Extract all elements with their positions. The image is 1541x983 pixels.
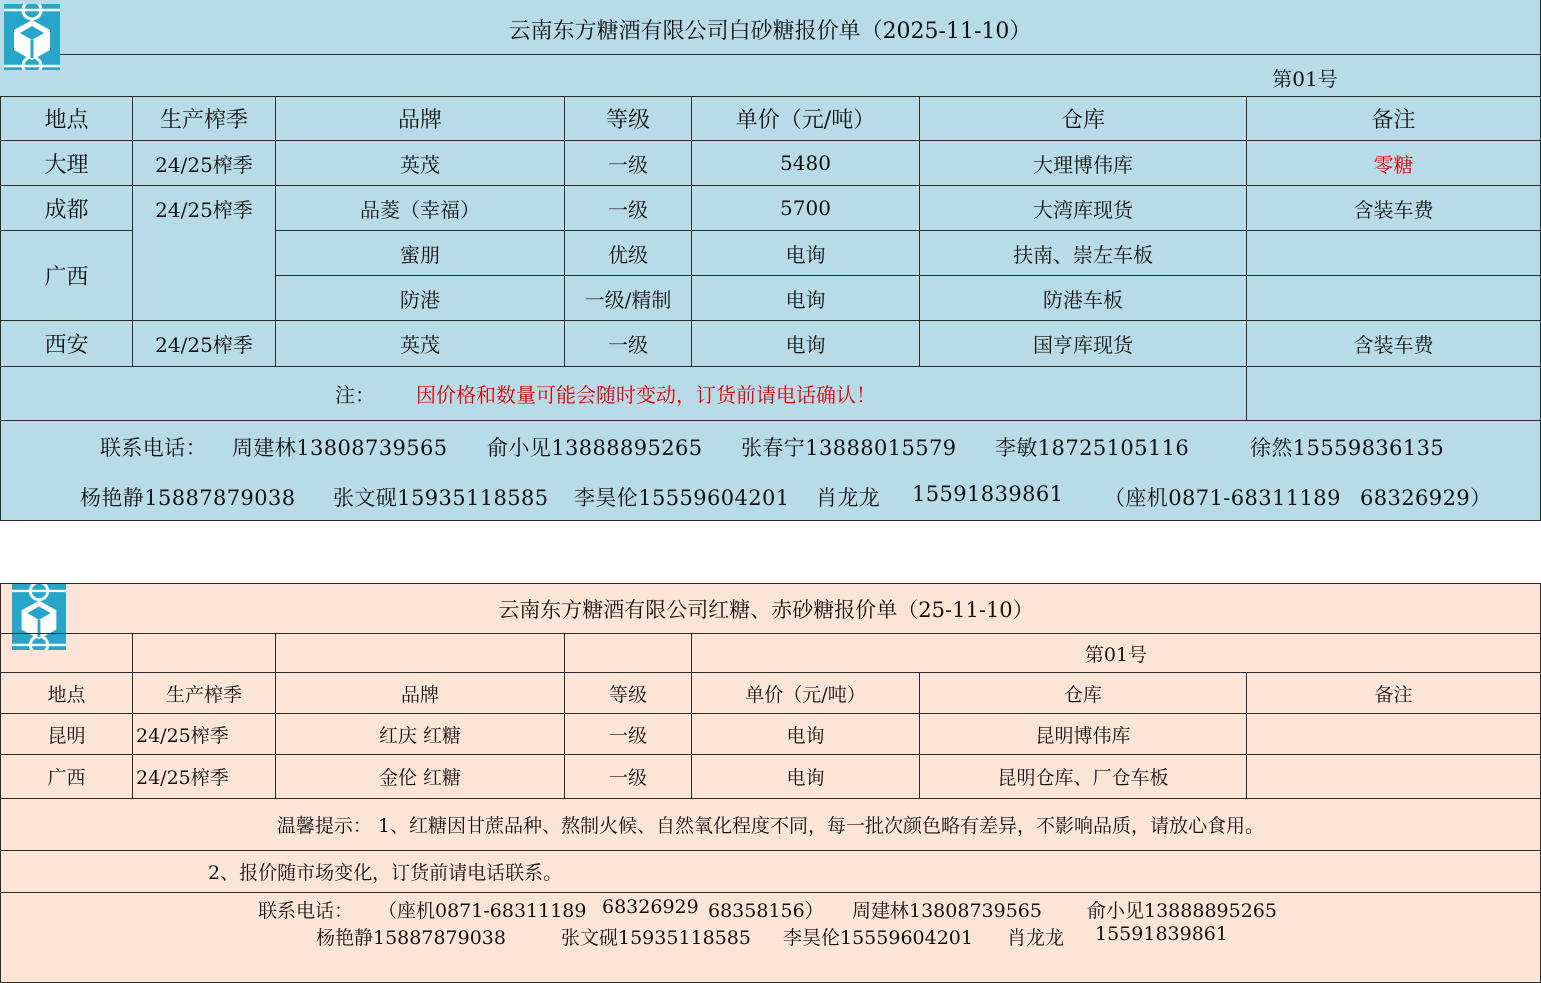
contact-phone: 张春宁13888015579: [741, 436, 957, 460]
table-row-warehouse: 大理博伟库: [1033, 152, 1133, 177]
tip-price-change: 2、报价随市场变化，订货前请电话联系。: [208, 862, 563, 884]
contact-phone: 周建林13808739565: [852, 900, 1042, 922]
sheet2-header-location: 地点: [47, 683, 86, 706]
landline-phone: （座机0871-68311189: [1104, 486, 1341, 510]
sheet1-doc-number: 第01号: [1272, 66, 1338, 91]
table-row-grade: 优级: [608, 242, 648, 267]
contact-phone: 俞小见13888895265: [487, 436, 703, 460]
table-row-season: 24/25榨季: [155, 197, 253, 222]
table-row-brand: 英茂: [400, 333, 440, 357]
tip-color-variation: 温馨提示： 1、红糖因甘蔗品种、熬制火候、自然氧化程度不同，每一批次颜色略有差异，不影响品质，请放心食用。: [276, 815, 1265, 837]
contact-line-1: [0, 896, 1541, 922]
table-row-brand: 品菱（幸福）: [360, 197, 480, 222]
sheet1-header-location: 地点: [44, 108, 89, 133]
table-row-season: 24/25榨季: [155, 333, 253, 357]
table-row-warehouse: 扶南、崇左车板: [1013, 242, 1153, 267]
table-row-price: 电询: [786, 724, 825, 747]
landline-phone: 68326929: [602, 896, 699, 918]
sheet1-title: 云南东方糖酒有限公司白砂糖报价单（2025-11-10）: [508, 18, 1032, 44]
contact-phone: 张文砚15935118585: [561, 927, 751, 949]
sheet2-header-price: 单价（元/吨）: [745, 683, 866, 706]
table-row-brand: 蜜朋: [400, 242, 440, 267]
company-logo-icon: [12, 584, 66, 650]
contact-line-2: [0, 482, 1541, 512]
table-row-location: 广西: [47, 767, 86, 789]
contact-name: 肖龙龙: [1007, 927, 1065, 949]
table-row-brand: 英茂: [400, 152, 440, 177]
contact-phone: 杨艳静15887879038: [80, 486, 296, 510]
table-row-season: 24/25榨季: [155, 152, 253, 177]
table-row-warehouse: 昆明博伟库: [1035, 724, 1131, 747]
contact-phone: 周建林13808739565: [232, 436, 448, 460]
sheet2-header-brand: 品牌: [400, 683, 439, 706]
table-row-warehouse: 国亨库现货: [1033, 333, 1133, 357]
contact-phone: 杨艳静15887879038: [316, 927, 506, 949]
table-row-price: 电询: [785, 242, 826, 267]
table-row-season: 24/25榨季: [136, 767, 229, 789]
table-row-location: 成都: [44, 197, 89, 223]
contact-phone: 张文砚15935118585: [333, 486, 549, 510]
table-row-season: 24/25榨季: [136, 724, 229, 747]
table-row-brand: 红庆 红糖: [378, 724, 462, 747]
table-row-location: 大理: [44, 152, 89, 178]
table-row-price: 电询: [785, 333, 826, 357]
contact-phone: 李昊伦15559604201: [574, 486, 790, 510]
contact-phone: 李敏18725105116: [995, 436, 1190, 460]
table-row-grade: 一级: [608, 767, 647, 789]
contact-line-2: [0, 923, 1541, 949]
sheet2-header-grade: 等级: [608, 683, 647, 706]
price-change-warning: 因价格和数量可能会随时变动，订货前请电话确认！: [416, 383, 876, 407]
table-row-location: 昆明: [47, 724, 86, 747]
table-row-price: 5480: [780, 151, 831, 175]
sheet2-doc-number: 第01号: [1084, 643, 1148, 666]
table-row-note: 含装车费: [1353, 333, 1434, 357]
contact-phone: 15591839861: [1095, 923, 1228, 945]
table-row-note: 零糖: [1373, 152, 1414, 177]
sheet2-header-note: 备注: [1374, 683, 1413, 706]
table-row-price: 电询: [786, 767, 825, 789]
contact-phone: 15591839861: [912, 482, 1064, 506]
contact-label: 联系电话：: [100, 436, 207, 460]
landline-phone: （座机0871-68311189: [378, 900, 587, 922]
sheet1-header-price: 单价（元/吨）: [735, 108, 876, 133]
table-row-location: 西安: [44, 333, 89, 358]
table-row-price: 5700: [780, 196, 831, 220]
table-row-location: 广西: [44, 265, 89, 290]
sheet1-header-note: 备注: [1371, 108, 1416, 133]
table-row-grade: 一级: [608, 724, 647, 747]
contact-phone: 李昊伦15559604201: [783, 927, 973, 949]
contact-phone: 徐然15559836135: [1250, 436, 1445, 460]
landline-phone: 68358156）: [708, 900, 824, 922]
sheet2-header-warehouse: 仓库: [1063, 683, 1102, 706]
sheet1-header-brand: 品牌: [397, 108, 442, 133]
sheet2-header-season: 生产榨季: [165, 683, 242, 706]
sheet1-header-warehouse: 仓库: [1060, 108, 1105, 133]
table-row-price: 电询: [785, 287, 826, 312]
sheet1-header-season: 生产榨季: [159, 108, 248, 133]
table-row-grade: 一级/精制: [584, 287, 672, 312]
note-label: 注：: [335, 383, 375, 407]
table-row-grade: 一级: [608, 333, 648, 357]
table-row-grade: 一级: [608, 197, 648, 222]
table-row-note: 含装车费: [1353, 197, 1434, 222]
contact-phone: 俞小见13888895265: [1087, 900, 1277, 922]
sheet2-title: 云南东方糖酒有限公司红糖、赤砂糖报价单（25-11-10）: [498, 598, 1034, 622]
table-row-warehouse: 昆明仓库、厂仓车板: [997, 767, 1169, 789]
contact-name: 肖龙龙: [816, 486, 881, 510]
sheet1-header-grade: 等级: [605, 108, 650, 133]
table-row-warehouse: 大湾库现货: [1033, 197, 1133, 222]
table-row-grade: 一级: [608, 152, 648, 177]
contact-label: 联系电话：: [258, 900, 354, 922]
company-logo-icon: [4, 4, 60, 70]
table-row-brand: 防港: [400, 287, 440, 312]
landline-phone: 68326929）: [1360, 486, 1492, 510]
table-row-warehouse: 防港车板: [1043, 287, 1123, 312]
table-row-brand: 金伦 红糖: [378, 767, 462, 789]
contact-line-1: [0, 432, 1541, 462]
